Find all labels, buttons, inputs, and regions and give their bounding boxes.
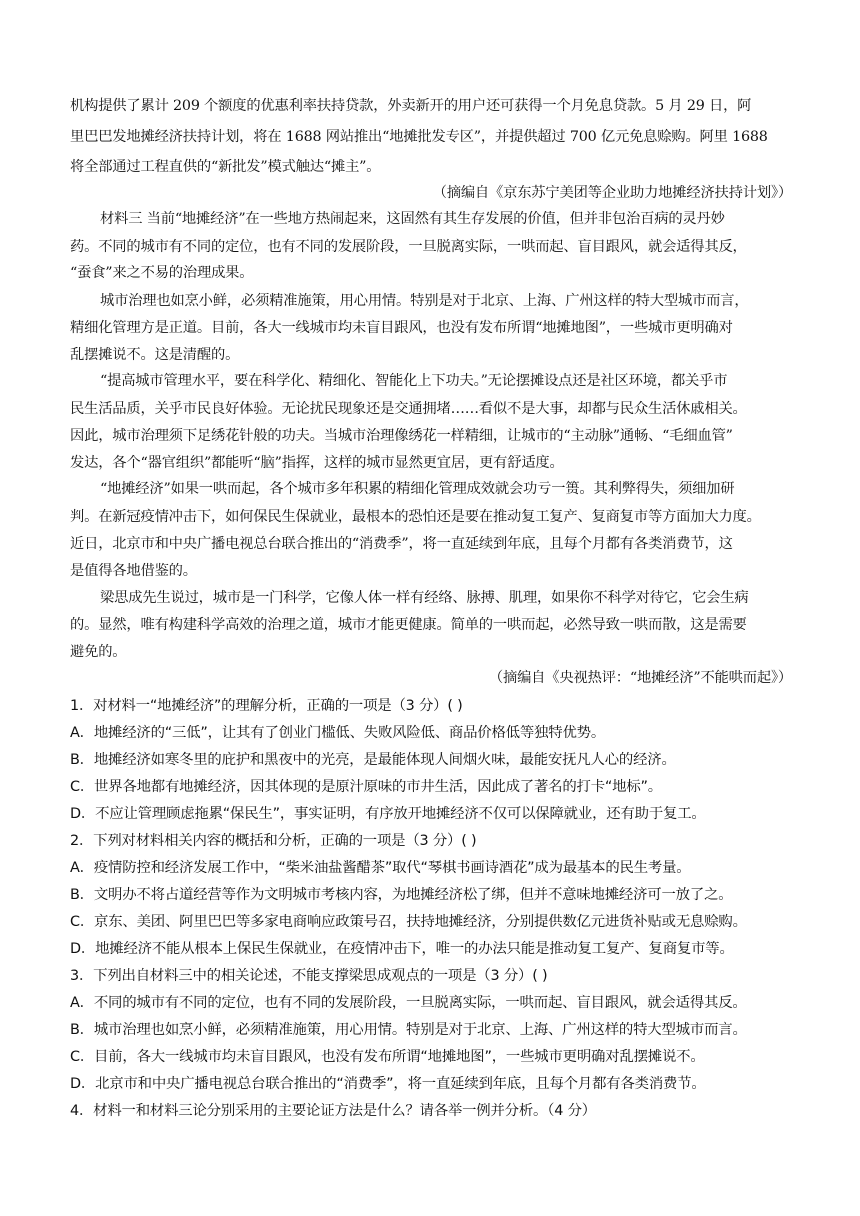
material3-line: 梁思成先生说过，城市是一门科学，它像人体一样有经络、脉搏、肌理，如果你不科学对待它，它会生病	[100, 590, 749, 606]
material3-line: 近日，北京市和中央广播电视总台联合推出的“消费季”，将一直延续到年底，且每个月都有各类消费节，这	[70, 536, 733, 552]
question-stem: 1．对材料一“地摊经济”的理解分析，正确的一项是（3 分）( )	[70, 698, 463, 714]
material3-line: “提高城市管理水平，要在科学化、精细化、智能化上下功夫。”无论摆摊设点还是社区环境，都关乎市	[100, 373, 728, 389]
option-c: C．京东、美团、阿里巴巴等多家电商响应政策号召，扶持地摊经济，分别提供数亿元进货补贴或无息赊购。	[70, 914, 747, 930]
material3-line: 因此，城市治理须下足绣花针般的功夫。当城市治理像绣花一样精细，让城市的“主动脉”通畅、“毛细血管”	[70, 428, 733, 444]
material3-line: 民生活品质，关乎市民良好体验。无论扰民现象还是交通拥堵……看似不是大事，却都与民众生活休戚相关。	[70, 401, 747, 417]
option-d: D．北京市和中央广播电视总台联合推出的“消费季”，将一直延续到年底，且每个月都有各类消费节。	[70, 1076, 706, 1092]
option-c: C．世界各地都有地摊经济，因其体现的是原汁原味的市井生活，因此成了著名的打卡“地标”。	[70, 779, 662, 795]
question-stem: 3．下列出自材料三中的相关论述，不能支撑梁思成观点的一项是（3 分）( )	[70, 968, 548, 984]
material3-line: 是值得各地借鉴的。	[70, 563, 197, 579]
option-b: B．地摊经济如寒冬里的庇护和黑夜中的光亮，是最能体现人间烟火味，最能安抚凡人心的经济。	[70, 752, 676, 768]
option-a: A．疫情防控和经济发展工作中，“柴米油盐酱醋茶”取代“琴棋书画诗酒花”成为最基本的民生考量。	[70, 860, 691, 876]
material2-line: 里巴巴发地摊经济扶持计划，将在 1688 网站推出“地摊批发专区”，并提供超过 700 亿元免息赊购。阿里 1688	[70, 129, 768, 145]
question-stem: 4．材料一和材料三论分别采用的主要论证方法是什么？请各举一例并分析。（4 分）	[70, 1103, 596, 1119]
option-d: D．不应让管理顾虑拖累“保民生”，事实证明，有序放开地摊经济不仅可以保障就业，还有助于复工。	[70, 806, 706, 822]
option-b: B．城市治理也如烹小鲜，必须精准施策，用心用情。特别是对于北京、上海、广州这样的特大型城市而言。	[70, 1022, 747, 1038]
material3-line: 发达，各个“器官组织”都能听“脑”指挥，这样的城市显然更宜居，更有舒适度。	[70, 455, 564, 471]
option-d: D．地摊经济不能从根本上保民生保就业，在疫情冲击下，唯一的办法只能是推动复工复产、复商复市等。	[70, 941, 734, 957]
material3-line: 城市治理也如烹小鲜，必须精准施策，用心用情。特别是对于北京、上海、广州这样的特大型城市而言，	[100, 293, 749, 309]
option-a: A．不同的城市有不同的定位，也有不同的发展阶段，一旦脱离实际，一哄而起、盲目跟风，就会适得其反。	[70, 995, 747, 1011]
material3-line: 材料三 当前“地摊经济”在一些地方热闹起来，这固然有其生存发展的价值，但并非包治百病的灵丹妙	[100, 211, 725, 227]
material3-line: 药。不同的城市有不同的定位，也有不同的发展阶段，一旦脱离实际，一哄而起、盲目跟风，就会适得其反，	[70, 239, 747, 255]
material3-line: 乱摆摊说不。这是清醒的。	[70, 347, 240, 363]
material3-line: 避免的。	[70, 644, 127, 660]
material2-line: 将全部通过工程直供的“新批发”模式触达“摊主”。	[70, 159, 381, 175]
material3-line: “地摊经济”如果一哄而起，各个城市多年积累的精细化管理成效就会功亏一篑。其利弊得失，须细加研	[100, 481, 735, 497]
material3-line: 的。显然，唯有构建科学高效的治理之道，城市才能更健康。简单的一哄而起，必然导致一哄而散，这是需要	[70, 617, 747, 633]
material3-source: （摘编自《央视热评：“地摊经济”不能哄而起》）	[488, 670, 792, 686]
material2-line: 机构提供了累计 209 个额度的优惠利率扶持贷款，外卖新开的用户还可获得一个月免息贷款。5 月 29 日，阿	[70, 98, 752, 114]
material2-source: （摘编自《京东苏宁美团等企业助力地摊经济扶持计划》）	[432, 185, 792, 201]
material3-line: 精细化管理方是正道。目前，各大一线城市均未盲目跟风，也没有发布所谓“地摊地图”，一些城市更明确对	[70, 320, 733, 336]
question-stem: 2．下列对材料相关内容的概括和分析，正确的一项是（3 分）( )	[70, 833, 477, 849]
option-a: A．地摊经济的“三低”，让其有了创业门槛低、失败风险低、商品价格低等独特优势。	[70, 725, 606, 741]
option-b: B．文明办不将占道经营等作为文明城市考核内容，为地摊经济松了绑，但并不意味地摊经济可一放了之。	[70, 887, 733, 903]
material3-line: “蚕食”来之不易的治理成果。	[70, 265, 254, 281]
option-c: C．目前，各大一线城市均未盲目跟风，也没有发布所谓“地摊地图”，一些城市更明确对乱摆摊说不。	[70, 1049, 705, 1065]
material3-line: 判。在新冠疫情冲击下，如何保民生保就业，最根本的恐怕还是要在推动复工复产、复商复市等方面加大力度。	[70, 509, 761, 525]
